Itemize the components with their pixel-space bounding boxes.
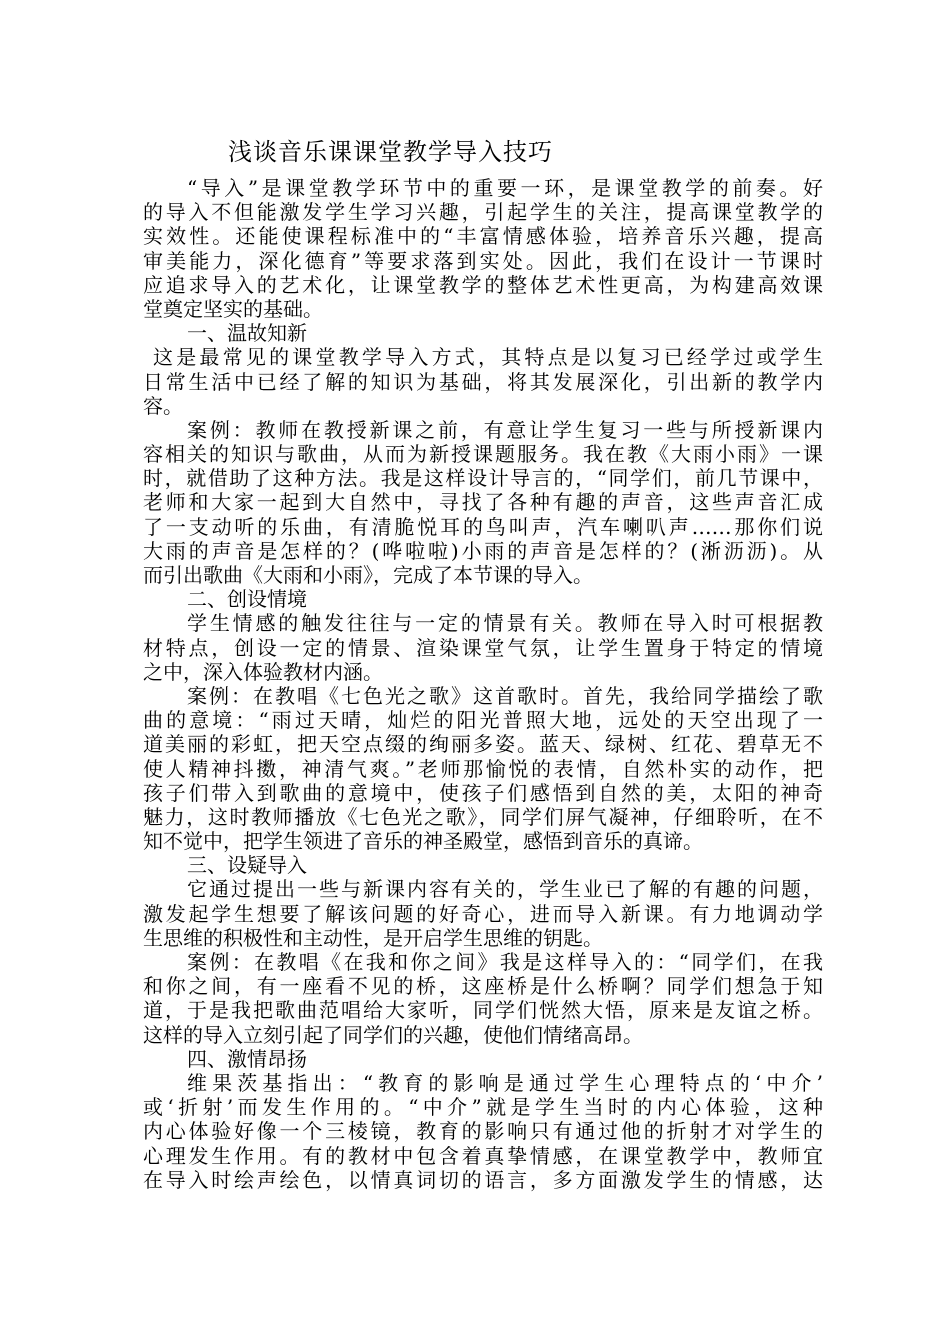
paragraph-line: 在导入时绘声绘色，以情真词切的语言，多方面激发学生的情感，达 bbox=[143, 1167, 823, 1192]
document-title: 浅谈音乐课课堂教学导入技巧 bbox=[228, 138, 553, 166]
paragraph-line: 材特点，创设一定的情景、渲染课堂气氛，让学生置身于特定的情境 bbox=[143, 635, 823, 660]
paragraph-line: 使人精神抖擞，神清气爽。”老师那愉悦的表情，自然朴实的动作，把 bbox=[143, 756, 823, 781]
paragraph-line: 这是最常见的课堂教学导入方式，其特点是以复习已经学过或学生 bbox=[153, 345, 823, 370]
paragraph-line: 容相关的知识与歌曲，从而为新授课题服务。我在教《大雨小雨》一课 bbox=[143, 442, 823, 467]
paragraph-line: 曲的意境：“雨过天晴，灿烂的阳光普照大地，远处的天空出现了一 bbox=[143, 708, 823, 733]
paragraph-line: 容。 bbox=[143, 393, 183, 418]
paragraph-line: 道美丽的彩虹，把天空点缀的绚丽多姿。蓝天、绿树、红花、碧草无不 bbox=[143, 732, 823, 757]
paragraph-line: 孩子们带入到歌曲的意境中，使孩子们感悟到自然的美，太阳的神奇 bbox=[143, 780, 823, 805]
paragraph-line: 激发起学生想要了解该问题的好奇心，进而导入新课。有力地调动学 bbox=[143, 901, 823, 926]
paragraph-line: 堂奠定坚实的基础。 bbox=[143, 296, 323, 321]
paragraph-line: 学生情感的触发往往与一定的情景有关。教师在导入时可根据教 bbox=[187, 611, 823, 636]
paragraph-line: “导入”是课堂教学环节中的重要一环，是课堂教学的前奏。好 bbox=[187, 176, 823, 200]
paragraph-line: 心理发生作用。有的教材中包含着真挚情感，在课堂教学中，教师宜 bbox=[143, 1143, 823, 1168]
paragraph-line: 之中，深入体验教材内涵。 bbox=[143, 659, 383, 684]
paragraph-line: 它通过提出一些与新课内容有关的，学生业已了解的有趣的问题， bbox=[187, 877, 823, 902]
paragraph-line: 生思维的积极性和主动性，是开启学生思维的钥匙。 bbox=[143, 925, 603, 950]
paragraph-line: 时，就借助了这种方法。我是这样设计导言的，“同学们，前几节课中， bbox=[143, 466, 823, 491]
paragraph-line: 老师和大家一起到大自然中，寻找了各种有趣的声音，这些声音汇成 bbox=[143, 490, 823, 515]
section-heading: 二、创设情境 bbox=[187, 587, 307, 612]
paragraph-line: 审美能力，深化德育”等要求落到实处。因此，我们在设计一节课时 bbox=[143, 248, 823, 273]
section-heading: 四、激情昂扬 bbox=[187, 1046, 307, 1071]
paragraph-line: 大雨的声音是怎样的？(哗啦啦)小雨的声音是怎样的？(淅沥沥)。从 bbox=[143, 538, 823, 563]
paragraph-line: 或‘折射’而发生作用的。“中介”就是学生当时的内心体验，这种 bbox=[143, 1095, 823, 1120]
section-heading: 三、设疑导入 bbox=[187, 853, 307, 878]
paragraph-line: 魅力，这时教师播放《七色光之歌》，同学们屏气凝神，仔细聆听，在不 bbox=[143, 804, 823, 829]
paragraph-line: 而引出歌曲《大雨和小雨》，完成了本节课的导入。 bbox=[143, 563, 593, 587]
paragraph-line: 日常生活中已经了解的知识为基础，将其发展深化，引出新的教学内 bbox=[143, 369, 823, 394]
paragraph-line: 的导入不但能激发学生学习兴趣，引起学生的关注，提高课堂教学的 bbox=[143, 200, 823, 225]
paragraph-line: 应追求导入的艺术化，让课堂教学的整体艺术性更高，为构建高效课 bbox=[143, 272, 823, 297]
paragraph-line: 了一支动听的乐曲，有清脆悦耳的鸟叫声，汽车喇叭声……那你们说 bbox=[143, 514, 823, 539]
paragraph-line: 案例：在教唱《在我和你之间》我是这样导入的：“同学们，在我 bbox=[187, 950, 823, 974]
section-heading: 一、温故知新 bbox=[187, 321, 307, 346]
paragraph-line: 和你之间，有一座看不见的桥，这座桥是什么桥啊？同学们想急于知 bbox=[143, 974, 823, 999]
paragraph-line: 维果茨基指出：“教育的影响是通过学生心理特点的‘中介’ bbox=[187, 1070, 823, 1095]
paragraph-line: 道，于是我把歌曲范唱给大家听，同学们恍然大悟，原来是友谊之桥。 bbox=[143, 998, 823, 1023]
paragraph-line: 案例：在教唱《七色光之歌》这首歌时。首先，我给同学描绘了歌 bbox=[187, 683, 823, 708]
paragraph-line: 内心体验好像一个三棱镜，教育的影响只有通过他的折射才对学生的 bbox=[143, 1119, 823, 1144]
document-body bbox=[143, 176, 823, 1192]
paragraph-line: 案例：教师在教授新课之前，有意让学生复习一些与所授新课内 bbox=[187, 417, 823, 442]
paragraph-line: 知不觉中，把学生领进了音乐的神圣殿堂，感悟到音乐的真谛。 bbox=[143, 829, 703, 854]
paragraph-line: 这样的导入立刻引起了同学们的兴趣，使他们情绪高昂。 bbox=[143, 1022, 643, 1047]
paragraph-line: 实效性。还能使课程标准中的“丰富情感体验，培养音乐兴趣，提高 bbox=[143, 224, 823, 249]
